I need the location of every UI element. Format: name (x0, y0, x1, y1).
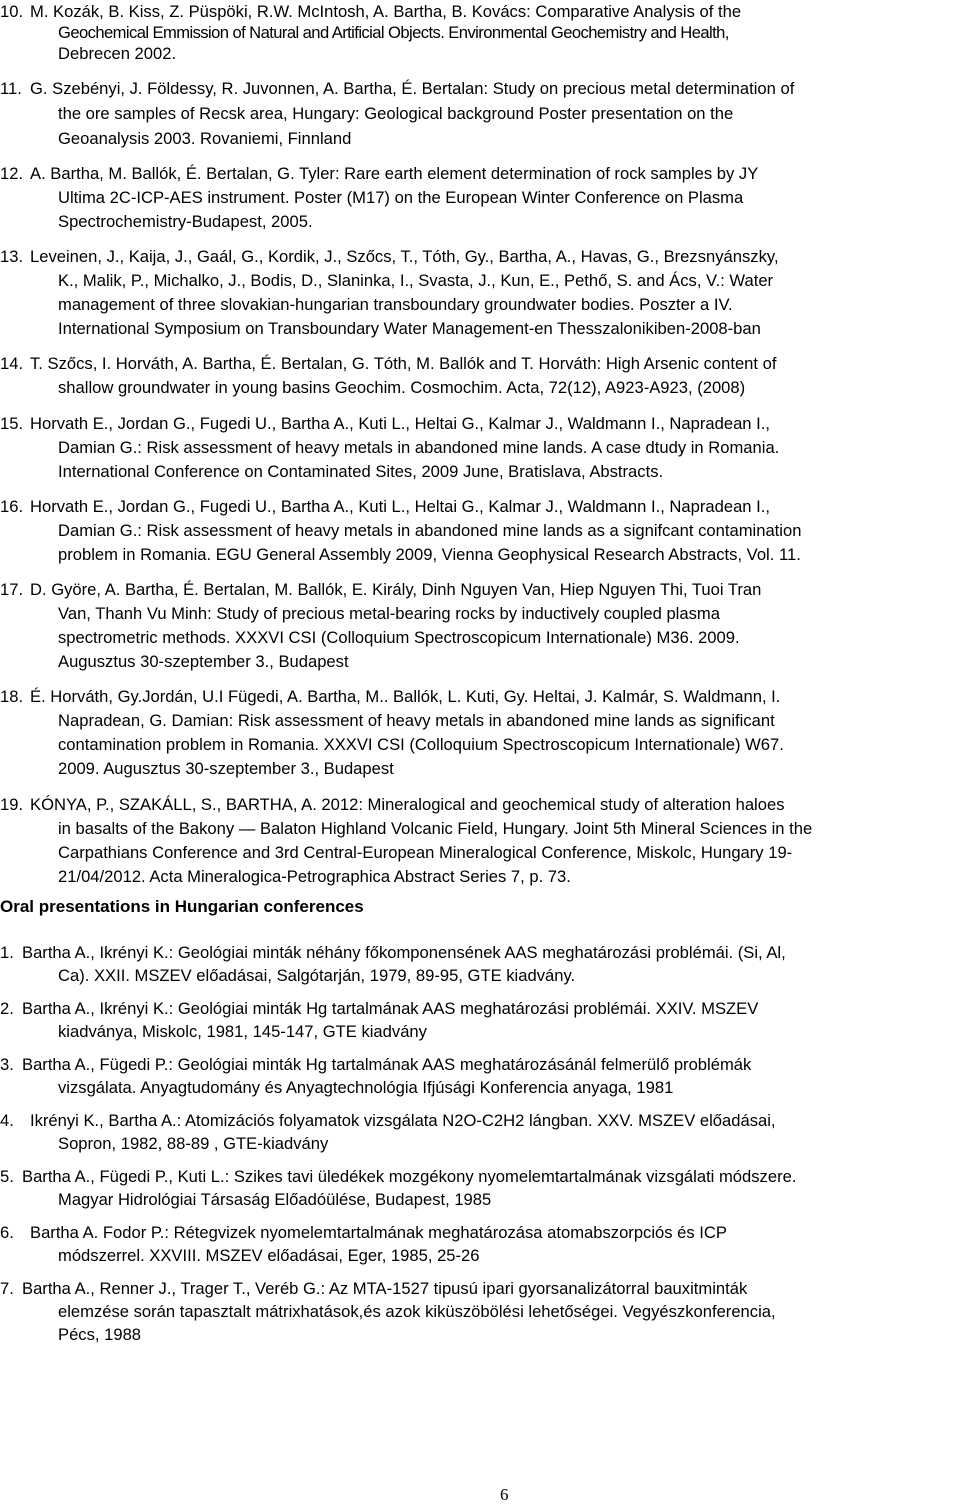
entry-line: in basalts of the Bakony — Balaton Highland Volcanic Field, Hungary. Joint 5th Mineral Sciences in the (58, 819, 813, 838)
entry-line: shallow groundwater in young basins Geochim. Cosmochim. Acta, 72(12), A923-A923, (2008) (58, 378, 746, 397)
entry-line: Damian G.: Risk assessment of heavy metals in abandoned mine lands. A case dtudy in Romania. (58, 438, 780, 457)
entry-line: Pécs, 1988 (58, 1325, 142, 1344)
entry-line: Carpathians Conference and 3rd Central-European Mineralogical Conference, Miskolc, Hungary 19- (58, 843, 793, 862)
entry-number: 18. (0, 687, 24, 706)
entry-line: kiadványa, Miskolc, 1981, 145-147, GTE kiadvány (58, 1022, 427, 1041)
entry-number: 17. (0, 580, 24, 599)
entry-line: Bartha A. Fodor P.: Rétegvizek nyomelemtartalmának meghatározása atomabszorpciós és ICP (30, 1223, 727, 1242)
entry-line: 2009. Augusztus 30-szeptember 3., Budapest (58, 759, 394, 778)
entry-line: KÓNYA, P., SZAKÁLL, S., BARTHA, A. 2012: Mineralogical and geochemical study of alteration haloes (30, 795, 785, 814)
entry-line: Leveinen, J., Kaija, J., Gaál, G., Kordik, J., Szőcs, T., Tóth, Gy., Bartha, A., Havas, G., Brezsnyánszky, (30, 247, 779, 266)
entry-line: Debrecen 2002. (58, 44, 177, 63)
entry-line: management of three slovakian-hungarian transboundary groundwater bodies. Poszter a IV. (58, 295, 733, 314)
entry-line: Magyar Hidrológiai Társaság Előadóülése, Budapest, 1985 (58, 1190, 492, 1209)
entry-line: Ikrényi K., Bartha A.: Atomizációs folyamatok vizsgálata N2O-C2H2 lángban. XXV. MSZEV előadásai, (30, 1111, 776, 1130)
entry-number: 7. (0, 1279, 14, 1298)
entry-line: 21/04/2012. Acta Mineralogica-Petrographica Abstract Series 7, p. 73. (58, 867, 571, 886)
entry-number: 14. (0, 354, 24, 373)
entry-line: M. Kozák, B. Kiss, Z. Püspöki, R.W. McIntosh, A. Bartha, B. Kovács: Comparative Analysis of the (30, 2, 742, 21)
entry-line: Ultima 2C-ICP-AES instrument. Poster (M17) on the European Winter Conference on Plasma (58, 188, 744, 207)
entry-number: 1. (0, 943, 14, 962)
entry-number: 12. (0, 164, 24, 183)
entry-line: módszerrel. XXVIII. MSZEV előadásai, Eger, 1985, 25-26 (58, 1246, 480, 1265)
entry-line: contamination problem in Romania. XXXVI CSI (Colloquium Spectroscopicum Internationale) W67. (58, 735, 784, 754)
entry-line: Sopron, 1982, 88-89 , GTE-kiadvány (58, 1134, 329, 1153)
entry-line: problem in Romania. EGU General Assembly 2009, Vienna Geophysical Research Abstracts, Vol. 11. (58, 545, 801, 564)
entry-line: Geochemical Emmission of Natural and Artificial Objects. Environmental Geochemistry and Health, (58, 23, 729, 42)
entry-number: 2. (0, 999, 14, 1018)
entry-line: vizsgálata. Anyagtudomány és Anyagtechnológia Ifjúsági Konferencia anyaga, 1981 (58, 1078, 674, 1097)
entry-line: Horvath E., Jordan G., Fugedi U., Bartha A., Kuti L., Heltai G., Kalmar J., Waldmann I., Napradean I., (30, 414, 770, 433)
entry-line: G. Szebényi, J. Földessy, R. Juvonnen, A. Bartha, É. Bertalan: Study on precious metal determination of (30, 79, 795, 98)
entry-line: International Symposium on Transboundary Water Management-en Thesszalonikiben-2008-ban (58, 319, 761, 338)
entry-line: D. Györe, A. Bartha, É. Bertalan, M. Ballók, E. Király, Dinh Nguyen Van, Hiep Nguyen Thi, Tuoi Tran (30, 580, 762, 599)
entry-line: Horvath E., Jordan G., Fugedi U., Bartha A., Kuti L., Heltai G., Kalmar J., Waldmann I., Napradean I., (30, 497, 770, 516)
page-number: 6 (500, 1485, 509, 1504)
entry-number: 13. (0, 247, 24, 266)
entry-line: the ore samples of Recsk area, Hungary: Geological background Poster presentation on the (58, 104, 734, 123)
entry-line: Bartha A., Fügedi P.: Geológiai minták Hg tartalmának AAS meghatározásánál felmerülő problémák (22, 1055, 752, 1074)
entry-number: 11. (0, 79, 22, 98)
entry-line: Augusztus 30-szeptember 3., Budapest (58, 652, 349, 671)
entry-line: Bartha A., Renner J., Trager T., Veréb G.: Az MTA-1527 tipusú ipari gyorsanalizátorral bauxitminták (22, 1279, 748, 1298)
entry-number: 5. (0, 1167, 14, 1186)
entry-line: Damian G.: Risk assessment of heavy metals in abandoned mine lands as a signifcant contamination (58, 521, 802, 540)
entry-line: International Conference on Contaminated Sites, 2009 June, Bratislava, Abstracts. (58, 462, 664, 481)
entry-line: elemzése során tapasztalt mátrixhatások,és azok kiküszöbölési lehetőségei. Vegyészkonferencia, (58, 1302, 776, 1321)
section-heading: Oral presentations in Hungarian conferences (0, 897, 364, 916)
entry-line: K., Malik, P., Michalko, J., Bodis, D., Slaninka, I., Svasta, J., Kun, E., Pethő, S. and Ács, V.: Water (58, 271, 774, 290)
entry-line: Geoanalysis 2003. Rovaniemi, Finnland (58, 129, 352, 148)
entry-number: 19. (0, 795, 24, 814)
entry-line: Bartha A., Ikrényi K.: Geológiai minták Hg tartalmának AAS meghatározási problémái. XXIV. MSZEV (22, 999, 759, 1018)
entry-line: Ca). XXII. MSZEV előadásai, Salgótarján, 1979, 89-95, GTE kiadvány. (58, 966, 576, 985)
entry-number: 6. (0, 1223, 14, 1242)
entry-line: Van, Thanh Vu Minh: Study of precious metal-bearing rocks by inductively coupled plasma (58, 604, 720, 623)
entry-number: 16. (0, 497, 24, 516)
entry-number: 10. (0, 2, 24, 21)
entry-number: 3. (0, 1055, 14, 1074)
entry-line: spectrometric methods. XXXVI CSI (Colloquium Spectroscopicum Internationale) M36. 2009. (58, 628, 740, 647)
entry-line: Bartha A., Ikrényi K.: Geológiai minták néhány főkomponensének AAS meghatározási problémái. (Si, Al, (22, 943, 786, 962)
entry-line: É. Horváth, Gy.Jordán, U.I Fügedi, A. Bartha, M.. Ballók, L. Kuti, Gy. Heltai, J. Kalmár, S. Waldmann, I. (30, 687, 781, 706)
entry-line: Spectrochemistry-Budapest, 2005. (58, 212, 313, 231)
entry-line: A. Bartha, M. Ballók, É. Bertalan, G. Tyler: Rare earth element determination of rock samples by JY (30, 164, 759, 183)
entry-number: 4. (0, 1111, 14, 1130)
entry-line: Napradean, G. Damian: Risk assessment of heavy metals in abandoned mine lands as significant (58, 711, 775, 730)
entry-line: Bartha A., Fügedi P., Kuti L.: Szikes tavi üledékek mozgékony nyomelemtartalmának vizsgálati módszere. (22, 1167, 797, 1186)
entry-line: T. Szőcs, I. Horváth, A. Bartha, É. Bertalan, G. Tóth, M. Ballók and T. Horváth: High Arsenic content of (30, 354, 777, 373)
entry-number: 15. (0, 414, 24, 433)
